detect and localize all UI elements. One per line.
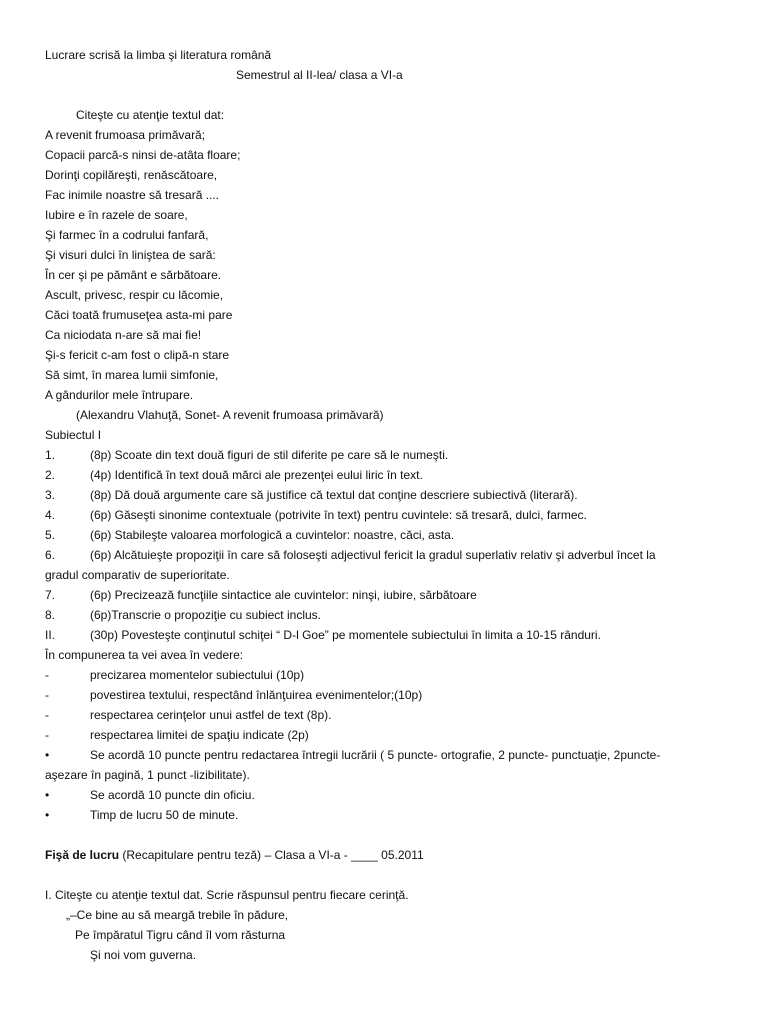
document-title: Lucrare scrisă la limba şi literatura română: [45, 48, 272, 62]
poem-source: (Alexandru Vlahuţă, Sonet- A revenit frumoasa primăvară): [76, 408, 384, 422]
note-text: Timp de lucru 50 de minute.: [90, 808, 239, 822]
item-text-continuation: gradul comparativ de superioritate.: [45, 568, 230, 582]
item-number: 3.: [45, 488, 56, 502]
poem-line: Dorinţi copilăreşti, renăscătoare,: [45, 168, 218, 182]
worksheet-poem-line: Şi noi vom guverna.: [90, 948, 197, 962]
criteria-bullet: -: [45, 688, 49, 702]
item-text: (6p) Alcătuieşte propoziţii în care să foloseşti adjectivul fericit la gradul superlativ relativ şi adverbul încet la: [90, 548, 656, 562]
poem-line: Iubire e în razele de soare,: [45, 208, 188, 222]
poem-line: Copacii parcă-s ninsi de-atâta floare;: [45, 148, 241, 162]
note-bullet: •: [45, 788, 50, 802]
item-number: 6.: [45, 548, 56, 562]
item-number: 7.: [45, 588, 56, 602]
note-text-continuation: aşezare în pagină, 1 punct -lizibilitate).: [45, 768, 250, 782]
worksheet-poem-line: Pe împăratul Tigru când îl vom răsturna: [75, 928, 286, 942]
subject2-intro: În compunerea ta vei avea în vedere:: [45, 648, 244, 662]
poem-line: Şi visuri dulci în liniştea de sară:: [45, 248, 216, 262]
criteria-bullet: -: [45, 668, 49, 682]
item-number: 4.: [45, 508, 56, 522]
subject2-number: II.: [45, 628, 56, 642]
item-number: 2.: [45, 468, 56, 482]
poem-line: Căci toată frumuseţea asta-mi pare: [45, 308, 233, 322]
poem-line: Şi farmec în a codrului fanfară,: [45, 228, 209, 242]
item-number: 1.: [45, 448, 56, 462]
poem-line: Ascult, privesc, respir cu lăcomie,: [45, 288, 224, 302]
criteria-text: respectarea cerinţelor unui astfel de text (8p).: [90, 708, 332, 722]
item-text: (6p) Stabileşte valoarea morfologică a cuvintelor: noastre, căci, asta.: [90, 528, 455, 542]
note-bullet: •: [45, 808, 50, 822]
item-text: (6p) Găseşti sinonime contextuale (potrivite în text) pentru cuvintele: să tresară, dulci, farmec.: [90, 508, 587, 522]
poem-line: Şi-s fericit c-am fost o clipă-n stare: [45, 348, 230, 362]
worksheet-title-rest: (Recapitulare pentru teză) – Clasa a VI-a - ____ 05.2011: [119, 848, 424, 862]
worksheet-title-bold: Fişă de lucru: [45, 848, 120, 862]
item-number: 5.: [45, 528, 56, 542]
note-bullet: •: [45, 748, 50, 762]
item-text: (6p) Precizează funcţiile sintactice ale cuvintelor: ninşi, iubire, sărbătoare: [90, 588, 477, 602]
worksheet-poem-line: „–Ce bine au să meargă trebile în pădure,: [66, 908, 289, 922]
note-text: Se acordă 10 puncte din oficiu.: [90, 788, 255, 802]
item-text: (8p) Scoate din text două figuri de stil diferite pe care să le numeşti.: [90, 448, 449, 462]
poem-line: A gândurilor mele întrupare.: [45, 388, 194, 402]
subject2-text: (30p) Povesteşte conţinutul schiţei “ D-l Goe” pe momentele subiectului în limita a 10-15 rânduri.: [90, 628, 601, 642]
poem-line: În cer şi pe pământ e sărbătoare.: [45, 268, 222, 282]
worksheet-title: [45, 847, 424, 863]
criteria-text: precizarea momentelor subiectului (10p): [90, 668, 305, 682]
worksheet-instruction: I. Citeşte cu atenţie textul dat. Scrie răspunsul pentru fiecare cerinţă.: [45, 888, 409, 902]
criteria-text: povestirea textului, respectând înlănţuirea evenimentelor;(10p): [90, 688, 423, 702]
criteria-bullet: -: [45, 708, 49, 722]
reading-instruction: Citeşte cu atenţie textul dat:: [76, 108, 225, 122]
item-number: 8.: [45, 608, 56, 622]
poem-line: Fac inimile noastre să tresară ....: [45, 188, 220, 202]
poem-line: A revenit frumoasa primăvară;: [45, 128, 206, 142]
note-text: Se acordă 10 puncte pentru redactarea întregii lucrării ( 5 puncte- ortografie, 2 puncte- punctuaţie, 2puncte-: [90, 748, 661, 762]
document-subtitle: Semestrul al II-lea/ clasa a VI-a: [236, 68, 403, 82]
criteria-bullet: -: [45, 728, 49, 742]
item-text: (8p) Dă două argumente care să justifice că textul dat conţine descriere subiectivă (literară).: [90, 488, 578, 502]
subject1-heading: Subiectul I: [45, 428, 102, 442]
item-text: (4p) Identifică în text două mărci ale prezenţei eului liric în text.: [90, 468, 423, 482]
criteria-text: respectarea limitei de spaţiu indicate (2p): [90, 728, 309, 742]
poem-line: Să simt, în marea lumii simfonie,: [45, 368, 219, 382]
poem-line: Ca niciodata n-are să mai fie!: [45, 328, 202, 342]
item-text: (6p)Transcrie o propoziţie cu subiect inclus.: [90, 608, 321, 622]
